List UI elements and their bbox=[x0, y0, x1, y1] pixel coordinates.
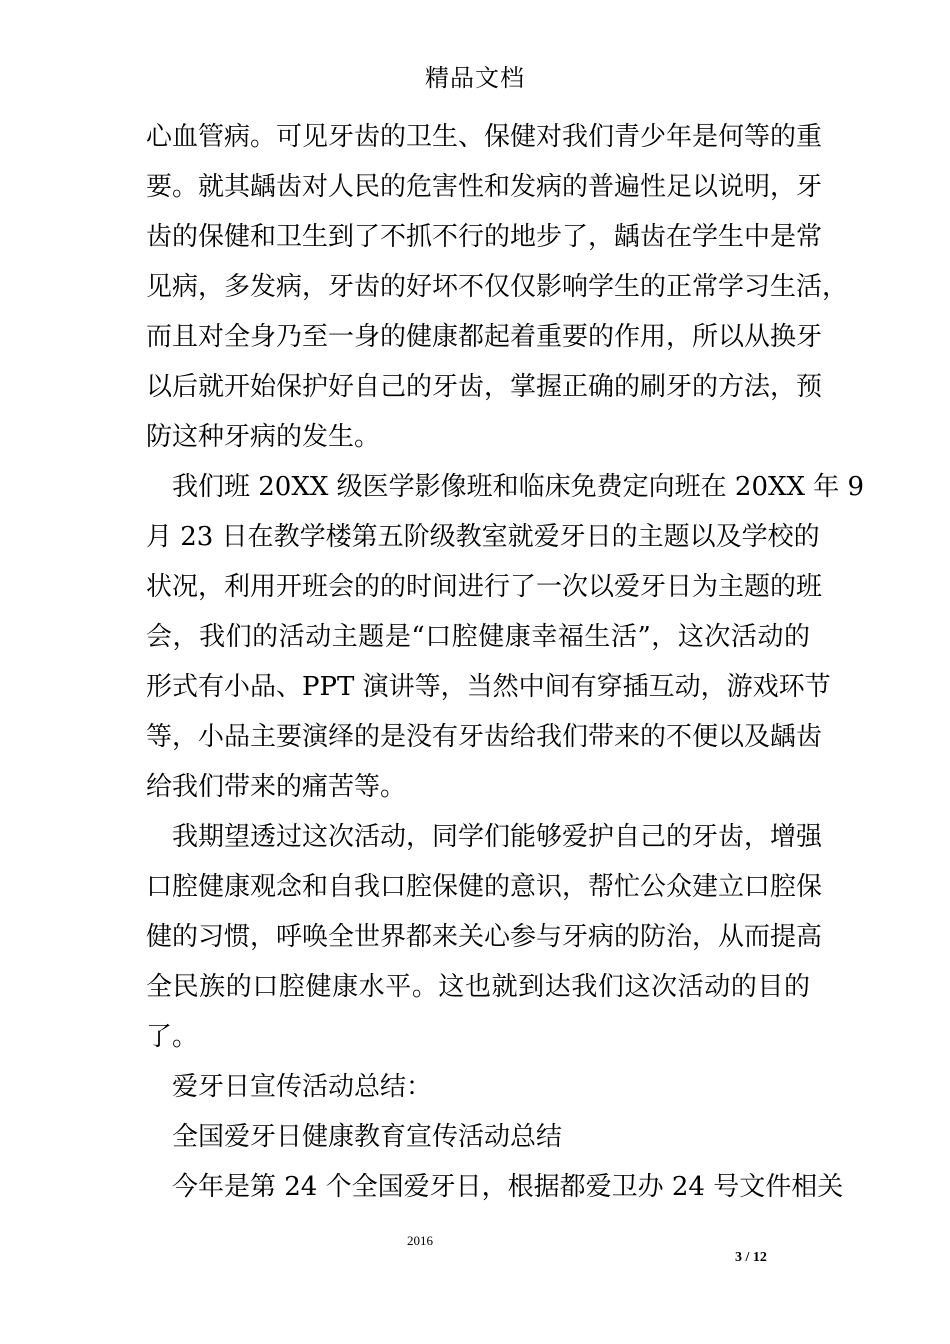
text-line: 而且对全身乃至一身的健康都起着重要的作用，所以从换牙 bbox=[146, 322, 823, 352]
text-line: 心血管病。可见牙齿的卫生、保健对我们青少年是何等的重 bbox=[146, 122, 823, 152]
page-header: 精品文档 bbox=[425, 64, 525, 92]
text-line: 月 23 日在教学楼第五阶级教室就爱牙日的主题以及学校的 bbox=[146, 522, 820, 552]
text-line: 要。就其龋齿对人民的危害性和发病的普遍性足以说明，牙 bbox=[146, 172, 823, 202]
text-line: 以后就开始保护好自己的牙齿，掌握正确的刷牙的方法，预 bbox=[146, 372, 823, 402]
text-line: 防这种牙病的发生。 bbox=[146, 422, 381, 452]
text-line: 状况，利用开班会的的时间进行了一次以爱牙日为主题的班 bbox=[146, 572, 823, 602]
text-line: 会，我们的活动主题是“口腔健康幸福生活”，这次活动的 bbox=[146, 622, 810, 652]
text-line: 健的习惯，呼唤全世界都来关心参与牙病的防治，从而提高 bbox=[146, 922, 823, 952]
text-line: 等，小品主要演绎的是没有牙齿给我们带来的不便以及龋齿 bbox=[146, 722, 823, 752]
text-line: 爱牙日宣传活动总结： bbox=[172, 1072, 433, 1102]
footer-year: 2016 bbox=[407, 1233, 433, 1248]
text-line: 了。 bbox=[146, 1022, 199, 1052]
text-line: 全民族的口腔健康水平。这也就到达我们这次活动的目的 bbox=[146, 972, 810, 1002]
document-body bbox=[146, 112, 865, 1212]
text-line: 今年是第 24 个全国爱牙日，根据都爱卫办 24 号文件相关 bbox=[172, 1172, 844, 1202]
text-line: 我们班 20XX 级医学影像班和临床免费定向班在 20XX 年 9 bbox=[172, 472, 865, 502]
text-line: 齿的保健和卫生到了不抓不行的地步了，龋齿在学生中是常 bbox=[146, 222, 823, 252]
text-line: 我期望透过这次活动，同学们能够爱护自己的牙齿，增强 bbox=[172, 822, 823, 852]
text-line: 形式有小品、PPT 演讲等，当然中间有穿插互动，游戏环节 bbox=[146, 672, 831, 702]
page-number: 3 / 12 bbox=[735, 1250, 767, 1265]
text-line: 给我们带来的痛苦等。 bbox=[146, 772, 407, 802]
text-line: 口腔健康观念和自我口腔保健的意识，帮忙公众建立口腔保 bbox=[146, 872, 823, 902]
text-line: 见病，多发病，牙齿的好坏不仅仅影响学生的正常学习生活， bbox=[146, 272, 849, 302]
text-line: 全国爱牙日健康教育宣传活动总结 bbox=[172, 1122, 563, 1152]
